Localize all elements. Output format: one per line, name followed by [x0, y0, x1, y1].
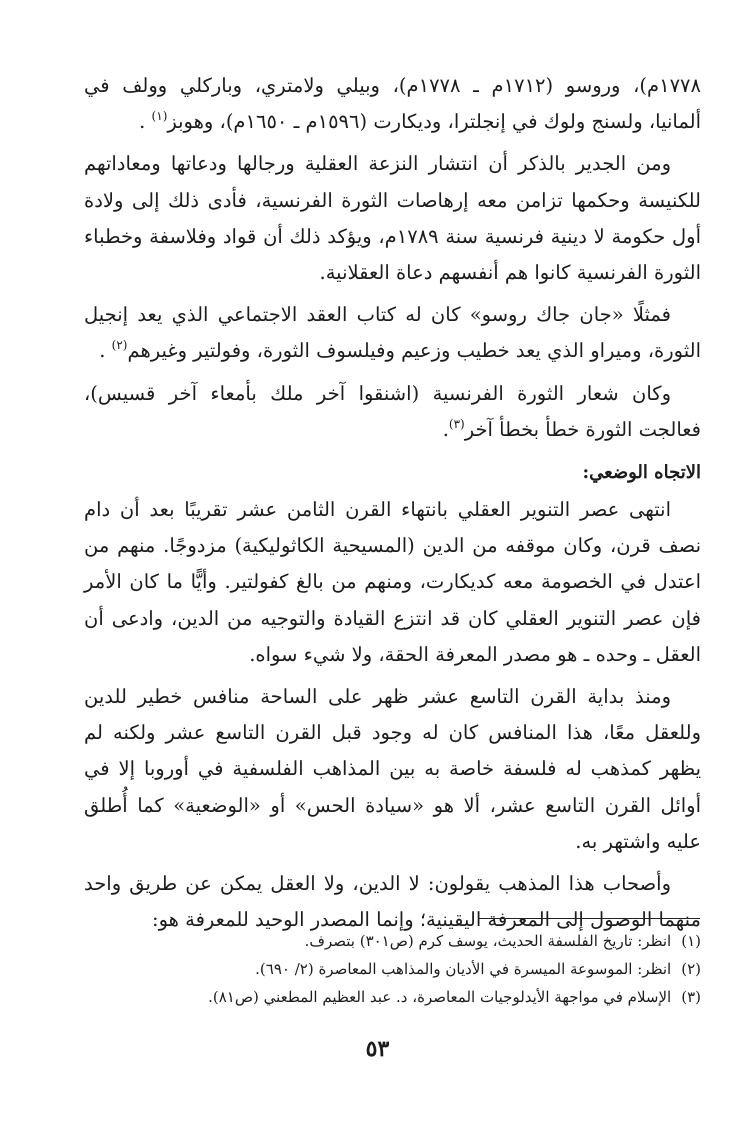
footnotes [84, 927, 701, 1011]
footnote-2: (٢)انظر: الموسوعة الميسرة في الأديان والمذاهب المعاصرة (٢/ ٦٩٠). [255, 960, 701, 978]
footnote-3: (٣)الإسلام في مواجهة الأيدلوجيات المعاصرة، د. عبد العظيم المطعني (ص٨١). [208, 988, 701, 1006]
footnote-1: (١)انظر: تاريخ الفلسفة الحديث، يوسف كرم (ص٣٠١) بتصرف. [304, 932, 701, 950]
paragraph-6: ومنذ بداية القرن التاسع عشر ظهر على الساحة منافس خطير للدين وللعقل معًا، هذا المنافس كان له وجود قبل القرن التاسع عشر ولكنه لم يظهر كمذهب له فلسفة خاصة به بين المذاهب الفلسفية في أوروبا إلا في أوائل القرن التاسع عشر، ألا هو «سيادة الحس» أو «الوضعية» كما أُطلق عليه واشتهر به. [84, 685, 701, 853]
footnote-ref-2: (٢) [111, 338, 128, 353]
paragraph-1: ١٧٧٨م)، وروسو (١٧١٢م ـ ١٧٧٨م)، وبيلي ولامتري، وباركلي وولف في ألمانيا، ولسنج ولوك في إنجلترا، وديكارت (١٥٩٦م ـ ١٦٥٠م)، وهوبز$^{(١)}$ . [84, 74, 701, 134]
paragraph-4: وكان شعار الثورة الفرنسية (اشنقوا آخر ملك بأمعاء آخر قسيس)، فعالجت الثورة خطأ بخطأ آخر$^{(٣)}$. [84, 381, 701, 441]
paragraph-3: فمثلًا «جان جاك روسو» كان له كتاب العقد الاجتماعي الذي يعد إنجيل الثورة، وميراو الذي يعد خطيب وزعيم وفيلسوف الثورة، وفولتير وغيرهم$^{(٢)}$ . [84, 303, 701, 363]
paragraph-7: وأصحاب هذا المذهب يقولون: لا الدين، ولا العقل يمكن عن طريق واحد منهما الوصول إلى المعرفة اليقينية؛ وإنما المصدر الوحيد للمعرفة هو: [84, 872, 701, 932]
paragraph-5: انتهى عصر التنوير العقلي بانتهاء القرن الثامن عشر تقريبًا بعد أن دام نصف قرن، وكان موقفه من الدين (المسيحية الكاثوليكية) مزدوجًا. منهم من اعتدل في الخصومة معه كديكارت، ومنهم من بالغ كفولتير. وأيًّا ما كان الأمر فإن عصر التنوير العقلي كان قد انتزع القيادة والتوجيه من الدين، وادعى أن العقل ـ وحده ـ هو مصدر المعرفة الحقة، ولا شيء سواه. [84, 498, 701, 666]
page-body [84, 68, 701, 938]
footnote-divider [478, 918, 700, 919]
footnote-ref-3: (٣) [448, 416, 465, 431]
footnote-ref-1: (١) [151, 109, 168, 124]
page-number: ٥٣ [365, 1036, 390, 1062]
section-heading: الاتجاه الوضعي: [582, 462, 701, 484]
paragraph-2: ومن الجدير بالذكر أن انتشار النزعة العقلية ورجالها ودعاتها ومعاداتهم للكنيسة وحكمها تزامن معه إرهاصات الثورة الفرنسية، فأدى ذلك إلى ولادة أول حكومة لا دينية فرنسية سنة ١٧٨٩م، ويؤكد ذلك أن قواد وفلاسفة وخطباء الثورة الفرنسية كانوا هم أنفسهم دعاة العقلانية. [84, 152, 701, 285]
